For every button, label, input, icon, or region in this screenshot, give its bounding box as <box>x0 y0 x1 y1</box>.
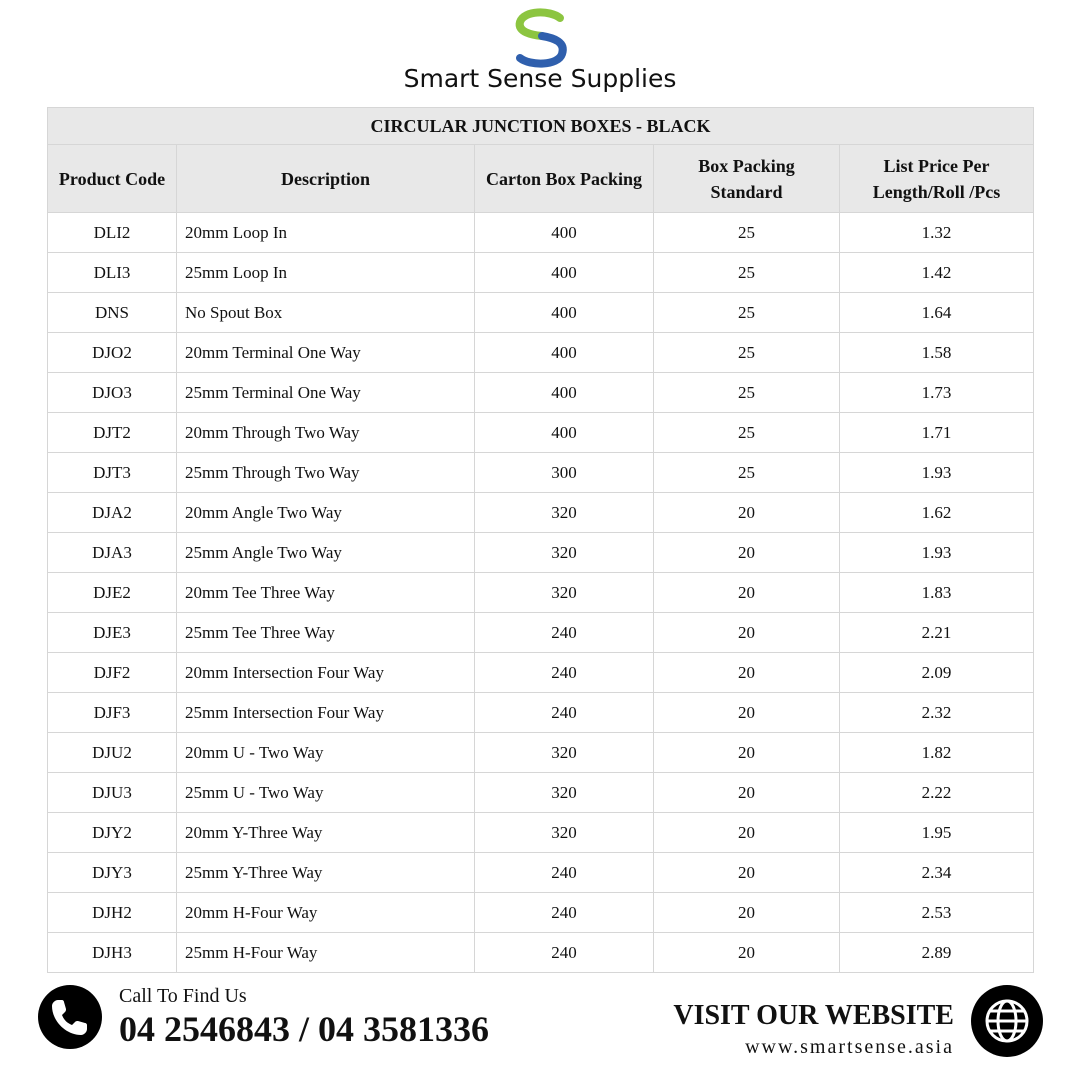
cell-box-packing-standard: 20 <box>654 773 840 813</box>
cell-product-code: DJA2 <box>48 493 177 533</box>
cell-list-price: 1.64 <box>840 293 1034 333</box>
cell-product-code: DJT2 <box>48 413 177 453</box>
header-box-packing-standard: Box Packing Standard <box>654 145 840 213</box>
header-product-code: Product Code <box>48 145 177 213</box>
table-row <box>48 293 1034 333</box>
cell-box-packing-standard: 20 <box>654 853 840 893</box>
cell-description: 20mm Through Two Way <box>177 413 475 453</box>
cell-product-code: DLI3 <box>48 253 177 293</box>
cell-description: 25mm U - Two Way <box>177 773 475 813</box>
cell-list-price: 2.21 <box>840 613 1034 653</box>
cell-product-code: DJO2 <box>48 333 177 373</box>
cell-carton-box-packing: 400 <box>475 213 654 253</box>
cell-list-price: 2.89 <box>840 933 1034 973</box>
cell-box-packing-standard: 20 <box>654 653 840 693</box>
cell-description: 25mm Loop In <box>177 253 475 293</box>
cell-box-packing-standard: 25 <box>654 253 840 293</box>
table-row <box>48 493 1034 533</box>
cell-description: 25mm Intersection Four Way <box>177 693 475 733</box>
cell-list-price: 1.58 <box>840 333 1034 373</box>
price-table <box>47 107 1033 973</box>
cell-product-code: DJH3 <box>48 933 177 973</box>
cell-list-price: 1.95 <box>840 813 1034 853</box>
cell-list-price: 2.22 <box>840 773 1034 813</box>
cell-box-packing-standard: 25 <box>654 453 840 493</box>
table-row <box>48 893 1034 933</box>
cell-description: 25mm Angle Two Way <box>177 533 475 573</box>
cell-product-code: DJH2 <box>48 893 177 933</box>
cell-product-code: DJY2 <box>48 813 177 853</box>
phone-number[interactable]: 04 2546843 / 04 3581336 <box>119 1009 490 1049</box>
cell-carton-box-packing: 240 <box>475 653 654 693</box>
cell-description: 20mm Tee Three Way <box>177 573 475 613</box>
cell-list-price: 1.93 <box>840 453 1034 493</box>
website-link[interactable]: www.smartsense.asia <box>745 1036 954 1058</box>
cell-product-code: DJF3 <box>48 693 177 733</box>
cell-box-packing-standard: 25 <box>654 213 840 253</box>
cell-product-code: DJF2 <box>48 653 177 693</box>
header-carton-box-packing: Carton Box Packing <box>475 145 654 213</box>
cell-list-price: 1.42 <box>840 253 1034 293</box>
cell-description: 20mm Terminal One Way <box>177 333 475 373</box>
cell-carton-box-packing: 240 <box>475 893 654 933</box>
cell-box-packing-standard: 20 <box>654 933 840 973</box>
cell-box-packing-standard: 25 <box>654 413 840 453</box>
cell-carton-box-packing: 400 <box>475 413 654 453</box>
cell-carton-box-packing: 320 <box>475 533 654 573</box>
cell-carton-box-packing: 320 <box>475 573 654 613</box>
cell-product-code: DJA3 <box>48 533 177 573</box>
cell-description: 20mm Angle Two Way <box>177 493 475 533</box>
table-row <box>48 733 1034 773</box>
cell-box-packing-standard: 20 <box>654 493 840 533</box>
cell-product-code: DJY3 <box>48 853 177 893</box>
cell-carton-box-packing: 320 <box>475 493 654 533</box>
table-row <box>48 613 1034 653</box>
cell-description: 20mm Y-Three Way <box>177 813 475 853</box>
table-row <box>48 333 1034 373</box>
phone-icon <box>38 985 102 1049</box>
cell-box-packing-standard: 25 <box>654 333 840 373</box>
cell-list-price: 2.53 <box>840 893 1034 933</box>
cell-product-code: DJO3 <box>48 373 177 413</box>
table-row <box>48 813 1034 853</box>
cell-description: 25mm H-Four Way <box>177 933 475 973</box>
globe-icon[interactable] <box>971 985 1043 1057</box>
cell-carton-box-packing: 400 <box>475 293 654 333</box>
call-label: Call To Find Us <box>119 985 247 1007</box>
cell-carton-box-packing: 240 <box>475 853 654 893</box>
cell-carton-box-packing: 400 <box>475 333 654 373</box>
cell-product-code: DJU3 <box>48 773 177 813</box>
cell-description: No Spout Box <box>177 293 475 333</box>
cell-description: 20mm H-Four Way <box>177 893 475 933</box>
cell-box-packing-standard: 20 <box>654 733 840 773</box>
table-row <box>48 853 1034 893</box>
cell-box-packing-standard: 20 <box>654 573 840 613</box>
brand-name: Smart Sense Supplies <box>403 64 677 93</box>
table-row <box>48 413 1034 453</box>
cell-list-price: 2.09 <box>840 653 1034 693</box>
cell-list-price: 2.34 <box>840 853 1034 893</box>
table-row <box>48 693 1034 733</box>
cell-list-price: 1.93 <box>840 533 1034 573</box>
cell-product-code: DJE3 <box>48 613 177 653</box>
header-list-price: List Price Per Length/Roll /Pcs <box>840 145 1034 213</box>
cell-list-price: 1.32 <box>840 213 1034 253</box>
header-description: Description <box>177 145 475 213</box>
table-row <box>48 373 1034 413</box>
table-row <box>48 213 1034 253</box>
cell-carton-box-packing: 300 <box>475 453 654 493</box>
brand-logo <box>510 8 572 70</box>
cell-box-packing-standard: 20 <box>654 813 840 853</box>
cell-carton-box-packing: 320 <box>475 773 654 813</box>
table-row <box>48 453 1034 493</box>
cell-box-packing-standard: 20 <box>654 533 840 573</box>
table-row <box>48 933 1034 973</box>
cell-description: 20mm Intersection Four Way <box>177 653 475 693</box>
cell-description: 25mm Terminal One Way <box>177 373 475 413</box>
cell-list-price: 1.82 <box>840 733 1034 773</box>
cell-list-price: 1.83 <box>840 573 1034 613</box>
cell-carton-box-packing: 240 <box>475 613 654 653</box>
cell-list-price: 1.62 <box>840 493 1034 533</box>
cell-box-packing-standard: 20 <box>654 893 840 933</box>
cell-box-packing-standard: 25 <box>654 293 840 333</box>
cell-product-code: DLI2 <box>48 213 177 253</box>
cell-product-code: DJE2 <box>48 573 177 613</box>
cell-carton-box-packing: 400 <box>475 373 654 413</box>
cell-list-price: 1.73 <box>840 373 1034 413</box>
cell-description: 20mm Loop In <box>177 213 475 253</box>
table-row <box>48 573 1034 613</box>
cell-box-packing-standard: 20 <box>654 613 840 653</box>
visit-website-label: VISIT OUR WEBSITE <box>673 1000 954 1031</box>
cell-description: 20mm U - Two Way <box>177 733 475 773</box>
cell-carton-box-packing: 240 <box>475 693 654 733</box>
cell-description: 25mm Tee Three Way <box>177 613 475 653</box>
cell-list-price: 1.71 <box>840 413 1034 453</box>
cell-carton-box-packing: 400 <box>475 253 654 293</box>
cell-list-price: 2.32 <box>840 693 1034 733</box>
cell-box-packing-standard: 25 <box>654 373 840 413</box>
cell-carton-box-packing: 240 <box>475 933 654 973</box>
cell-product-code: DNS <box>48 293 177 333</box>
table-row <box>48 533 1034 573</box>
cell-description: 25mm Y-Three Way <box>177 853 475 893</box>
table-title: CIRCULAR JUNCTION BOXES - BLACK <box>48 108 1034 145</box>
cell-product-code: DJU2 <box>48 733 177 773</box>
cell-carton-box-packing: 320 <box>475 733 654 773</box>
cell-product-code: DJT3 <box>48 453 177 493</box>
cell-box-packing-standard: 20 <box>654 693 840 733</box>
cell-description: 25mm Through Two Way <box>177 453 475 493</box>
table-row <box>48 253 1034 293</box>
table-row <box>48 653 1034 693</box>
cell-carton-box-packing: 320 <box>475 813 654 853</box>
table-row <box>48 773 1034 813</box>
